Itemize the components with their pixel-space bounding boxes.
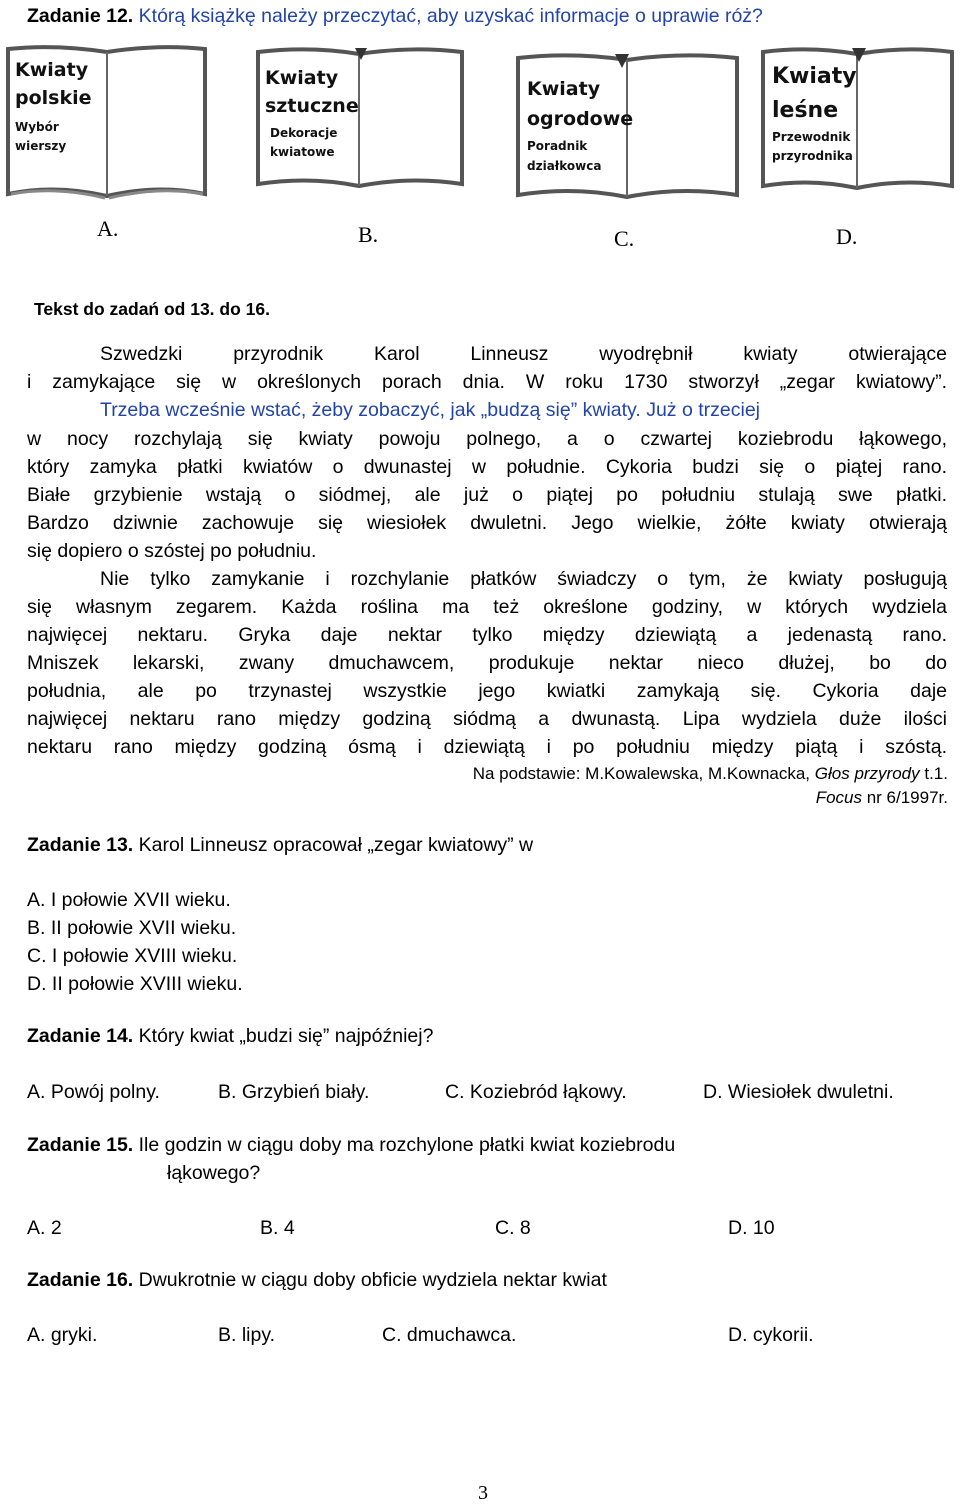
book-d-letter: D. bbox=[836, 224, 858, 249]
task15-label: Zadanie 15. bbox=[27, 1134, 134, 1156]
task13-option-c[interactable]: C. I połowie XVIII wieku. bbox=[27, 945, 238, 967]
source-citation bbox=[473, 763, 948, 785]
book-a-title: Kwiaty bbox=[15, 59, 89, 81]
task13-label: Zadanie 13. bbox=[27, 834, 134, 856]
book-b-title: Kwiaty bbox=[265, 67, 339, 89]
book-a-subtitle2: wierszy bbox=[15, 139, 67, 153]
book-d[interactable] bbox=[760, 44, 955, 196]
task15-question-cont: łąkowego? bbox=[167, 1162, 261, 1184]
task14-option-b[interactable]: B. Grzybień biały. bbox=[218, 1081, 370, 1103]
book-c-subtitle: Poradnik bbox=[527, 139, 588, 153]
task13-option-d[interactable]: D. II połowie XVIII wieku. bbox=[27, 973, 243, 995]
task12-label: Zadanie 12. bbox=[27, 5, 134, 27]
book-a-title2: polskie bbox=[15, 87, 92, 109]
book-a-subtitle: Wybór bbox=[15, 120, 59, 134]
task12-question: Którą książkę należy przeczytać, aby uzyskać informacje o uprawie róż? bbox=[138, 5, 763, 27]
task13-option-b[interactable]: B. II połowie XVII wieku. bbox=[27, 917, 237, 939]
task16-options bbox=[0, 1324, 960, 1350]
task16-option-b[interactable]: B. lipy. bbox=[218, 1324, 276, 1346]
passage-line: Szwedzki przyrodnik Karol Linneusz wyodrębnił kwiaty otwierające bbox=[100, 343, 947, 365]
task14-option-a[interactable]: A. Powój polny. bbox=[27, 1081, 160, 1103]
task15-option-d[interactable]: D. 10 bbox=[728, 1217, 775, 1239]
task16-label: Zadanie 16. bbox=[27, 1269, 134, 1291]
book-d-title2: leśne bbox=[772, 98, 839, 123]
task12-line bbox=[27, 4, 763, 28]
task14-question: Który kwiat „budzi się” najpóźniej? bbox=[138, 1025, 434, 1047]
task13-option-a[interactable]: A. I połowie XVII wieku. bbox=[27, 889, 231, 911]
source-title: Głos przyrody bbox=[814, 764, 920, 783]
task15-question: Ile godzin w ciągu doby ma rozchylone płatki kwiat koziebrodu bbox=[138, 1134, 676, 1156]
passage-line: najwięcej nektaru rano między godziną siódmą a dwunastą. Lipa wydziela duże ilości bbox=[27, 708, 947, 730]
book-a-letter: A. bbox=[97, 216, 119, 241]
book-d-subtitle2: przyrodnika bbox=[772, 149, 853, 163]
task16-option-a[interactable]: A. gryki. bbox=[27, 1324, 98, 1346]
book-c-title2: ogrodowe bbox=[527, 108, 634, 130]
task14-question-line bbox=[27, 1024, 433, 1048]
task14-label: Zadanie 14. bbox=[27, 1025, 134, 1047]
passage-line: Mniszek lekarski, zwany dmuchawcem, produkuje nektar nieco dłużej, bo do bbox=[27, 652, 947, 674]
passage-line: Białe grzybienie wstają o siódmej, ale już o piątej po południu stulają swe płatki. bbox=[27, 484, 947, 506]
passage-line: Nie tylko zamykanie i rozchylanie płatków świadczy o tym, że kwiaty posługują bbox=[100, 568, 947, 590]
passage-line: najwięcej nektaru. Gryka daje nektar tylko między dziewiątą a jedenastą rano. bbox=[27, 624, 947, 646]
task15-option-c[interactable]: C. 8 bbox=[495, 1217, 531, 1239]
task14-option-c[interactable]: C. Koziebród łąkowy. bbox=[445, 1081, 627, 1103]
source-suffix: t.1. bbox=[919, 764, 948, 783]
book-b-subtitle: Dekoracje bbox=[270, 126, 338, 140]
task15-option-a[interactable]: A. 2 bbox=[27, 1217, 62, 1239]
book-d-title: Kwiaty bbox=[772, 64, 857, 89]
passage-line: Bardzo dziwnie zachowuje się wiesiołek dwuletni. Jego wielkie, żółte kwiaty otwierają bbox=[27, 512, 947, 534]
source-citation-2 bbox=[816, 787, 948, 809]
passage-line: się dopiero o szóstej po południu. bbox=[27, 540, 317, 562]
task15-question-line bbox=[27, 1133, 675, 1157]
book-d-subtitle: Przewodnik bbox=[772, 130, 851, 144]
source2-suffix: nr 6/1997r. bbox=[861, 788, 948, 807]
book-c-letter: C. bbox=[614, 226, 635, 251]
book-b-letter: B. bbox=[358, 222, 379, 247]
passage-line: się własnym zegarem. Każda roślina ma też określone godziny, w których wydziela bbox=[27, 596, 947, 618]
passage-text: i zamykające się w określonych porach dnia. W roku 1730 stworzył „zegar kwiatowy”. bbox=[27, 371, 947, 393]
passage-line bbox=[27, 370, 947, 394]
page-number: 3 bbox=[478, 1482, 488, 1504]
passage-line: nektaru rano między godziną ósmą i dziewiątą i po południu między piątą i szóstą. bbox=[27, 736, 947, 758]
task15-option-b[interactable]: B. 4 bbox=[260, 1217, 295, 1239]
task14-option-d[interactable]: D. Wiesiołek dwuletni. bbox=[703, 1081, 894, 1103]
book-c[interactable] bbox=[515, 50, 740, 205]
task16-option-c[interactable]: C. dmuchawca. bbox=[382, 1324, 517, 1346]
task16-question-line bbox=[27, 1268, 607, 1292]
task16-option-d[interactable]: D. cykorii. bbox=[728, 1324, 814, 1346]
task16-question: Dwukrotnie w ciągu doby obficie wydziela nektar kwiat bbox=[138, 1269, 607, 1291]
task14-options bbox=[0, 1081, 960, 1107]
book-b-subtitle2: kwiatowe bbox=[270, 145, 335, 159]
source-prefix: Na podstawie: M.Kowalewska, M.Kownacka, bbox=[472, 764, 815, 783]
passage-line: Trzeba wcześnie wstać, żeby zobaczyć, jak „budzą się” kwiaty. Już o trzeciej bbox=[100, 399, 760, 421]
passage-line: w nocy rozchylają się kwiaty powoju polnego, a o czwartej koziebrodu łąkowego, bbox=[27, 428, 947, 450]
book-b[interactable] bbox=[255, 44, 465, 194]
passage-line: który zamyka płatki kwiatów o dwunastej w południe. Cykoria budzi się o piątej rano. bbox=[27, 456, 947, 478]
source2-title: Focus bbox=[815, 788, 862, 807]
book-b-title2: sztuczne bbox=[265, 95, 359, 117]
task13-question: Karol Linneusz opracował „zegar kwiatowy” w bbox=[138, 834, 534, 856]
book-c-subtitle2: działkowca bbox=[527, 159, 602, 173]
book-c-title: Kwiaty bbox=[527, 78, 601, 100]
text-heading: Tekst do zadań od 13. do 16. bbox=[34, 299, 270, 319]
book-a[interactable] bbox=[5, 44, 210, 204]
passage-line: południa, ale po trzynastej wszystkie jego kwiatki zamykają się. Cykoria daje bbox=[27, 680, 947, 702]
task15-options bbox=[0, 1217, 960, 1243]
task13-question-line bbox=[27, 833, 533, 857]
